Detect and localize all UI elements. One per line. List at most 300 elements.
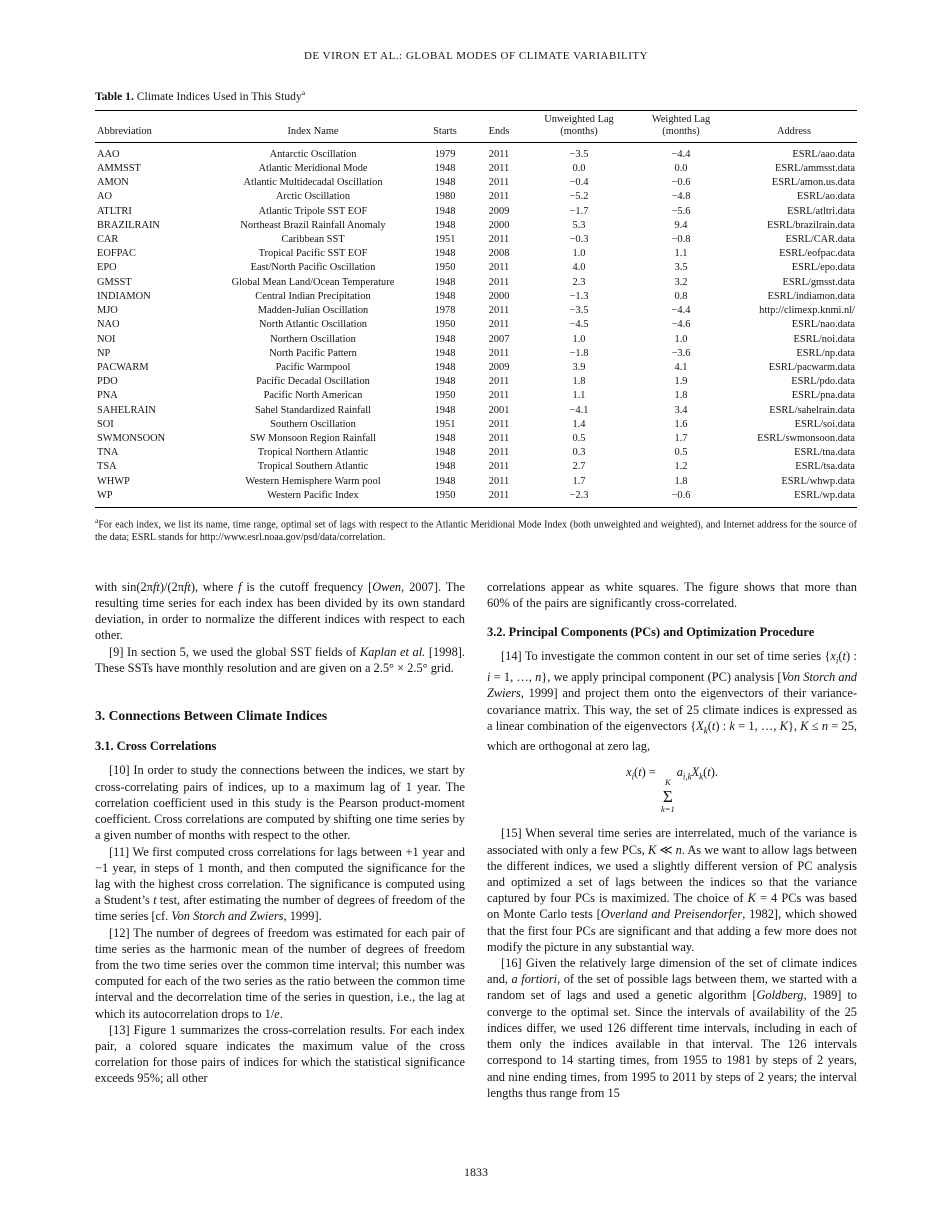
table-cell: 1950 (434, 489, 456, 501)
table-cell: 1980 (434, 191, 456, 203)
table-cell: −4.6 (671, 319, 691, 331)
text-run: [14] To investigate the common content in our set of time series { (501, 649, 831, 664)
table-cell: ESRL/sahelrain.data (769, 404, 855, 416)
table-footnote (95, 515, 857, 545)
text-run: ) = (641, 764, 659, 779)
text-run: ), where (190, 579, 239, 594)
table-cell: 5.3 (572, 219, 586, 231)
table-cell: 1948 (434, 447, 456, 459)
table-cell: 1979 (434, 148, 456, 160)
table-cell: 2.3 (572, 276, 586, 288)
text-run: Owen (372, 579, 402, 594)
table-cell: CAR (97, 234, 119, 246)
table-cell: 2011 (488, 305, 510, 317)
table-cell: ESRL/indiamon.data (767, 290, 855, 302)
table-cell: 1.8 (674, 390, 688, 402)
table-cell: −5.2 (569, 191, 589, 203)
table-row (95, 205, 857, 219)
table-cell: Tropical Northern Atlantic (257, 447, 369, 459)
text-run: e (274, 1006, 280, 1021)
text-run: , 1982], which showed that the first four PCs are significant and that adding a few more does not modify the picture in any substantial way. (487, 907, 857, 954)
table-cell: NOI (97, 333, 116, 345)
text-run: ft (152, 579, 160, 594)
table-header (95, 110, 857, 142)
table-cell: 1948 (434, 361, 456, 373)
text-run: t (711, 718, 716, 733)
table-cell: 2011 (488, 447, 510, 459)
table-cell: ESRL/atltri.data (787, 205, 855, 217)
table-cell: 1950 (434, 319, 456, 331)
text-run: [1998]. These SSTs have monthly resolution and are given on a 2.5° × 2.5° grid. (95, 644, 465, 675)
table-row (95, 304, 857, 318)
table-cell: 1.4 (572, 418, 586, 430)
table-cell: AAO (97, 148, 120, 160)
table-cell: PNA (97, 390, 118, 402)
table-cell: 1948 (434, 163, 456, 175)
column-header-label: Weighted Lag (651, 113, 711, 125)
text-run: [11] We first computed cross correlations for lags between +1 year and −1 year, in steps of 1 month, and then computed the significance for the lag with the highest cross correlation. The significance is computed using a Student’s (95, 844, 465, 908)
table-cell: Central Indian Precipitation (255, 290, 371, 302)
table-cell: 2011 (488, 489, 510, 501)
table-cell: ESRL/noi.data (793, 333, 855, 345)
table-cell: 2011 (488, 319, 510, 331)
table-cell: 2011 (488, 276, 510, 288)
column-header-index-name (207, 110, 419, 142)
table-cell: 2011 (488, 475, 510, 487)
paragraph (487, 825, 857, 955)
table-cell: Atlantic Tripole SST EOF (258, 205, 368, 217)
table-cell: 2011 (488, 191, 510, 203)
table-row (95, 318, 857, 332)
table-cell: −4.5 (569, 319, 589, 331)
text-run: }, (787, 718, 801, 733)
table-cell: −2.3 (569, 489, 589, 501)
text-run: t (153, 893, 157, 908)
table-cell: PDO (97, 376, 118, 388)
body-columns (95, 579, 857, 1101)
text-run: x (626, 764, 632, 779)
table-cell: Atlantic Multidecadal Oscillation (243, 177, 383, 189)
column-header-label: Index Name (287, 126, 339, 138)
table-cell: SOI (97, 418, 114, 430)
table-cell: 1950 (434, 390, 456, 402)
table-cell: Arctic Oscillation (275, 191, 351, 203)
table-cell: http://climexp.knmi.nl/ (759, 305, 855, 317)
table-row (95, 247, 857, 261)
text-run: = 1, …, (490, 670, 536, 685)
table-cell: ESRL/ao.data (796, 191, 855, 203)
table-cell: SWMONSOON (97, 432, 166, 444)
table-row (95, 162, 857, 176)
table-row (95, 261, 857, 275)
table-cell: 1948 (434, 432, 456, 444)
text-run: Von Storch and Zwiers (171, 909, 284, 924)
column-header-label: Unweighted Lag (544, 113, 614, 125)
table-cell: Pacific Warmpool (275, 361, 351, 373)
table-cell: SAHELRAIN (97, 404, 156, 416)
text-run: is the cutoff frequency [ (241, 579, 373, 594)
text-run: ( (634, 764, 639, 779)
table-cell: AMMSST (97, 163, 141, 175)
table-cell: Pacific North American (263, 390, 363, 402)
table-cell: 1.8 (674, 475, 688, 487)
text-run: Kaplan et al. (359, 644, 426, 659)
table-cell: 2.7 (572, 461, 586, 473)
paragraph (487, 648, 857, 754)
text-run: [10] In order to study the connections between the indices, we start by cross-correlating pairs of indices, up to a maximum lag of 1 year. The correlation coefficient used in this study is the Pearson product-moment coefficient. Cross correlations are computed by shifting one time series by a given number of months with respect to the other. (95, 763, 465, 843)
page-number: 1833 (464, 1165, 488, 1179)
table-cell: 2007 (488, 333, 510, 345)
table-row (95, 475, 857, 489)
table-cell: 1948 (434, 347, 456, 359)
column-header-address (731, 110, 857, 142)
text-run: ) : (715, 718, 730, 733)
table-cell: Northeast Brazil Rainfall Anomaly (240, 219, 386, 231)
table-cell: −0.6 (671, 489, 691, 501)
table-cell: TNA (97, 447, 119, 459)
text-run: ( (707, 718, 712, 733)
table-cell: 1.7 (674, 432, 688, 444)
table-row (95, 489, 857, 508)
paragraph (95, 579, 465, 644)
table-cell: ESRL/soi.data (794, 418, 855, 430)
table-row (95, 142, 857, 162)
text-run: [15] When several time series are interrelated, much of the variance is associated with only a few PCs, (487, 826, 857, 857)
table-row (95, 276, 857, 290)
table-cell: Western Pacific Index (267, 489, 359, 501)
table-cell: ESRL/gmsst.data (782, 276, 855, 288)
text-run: ≪ (656, 842, 676, 857)
table-cell: ESRL/brazilrain.data (766, 219, 855, 231)
section-heading: 3.1. Cross Correlations (95, 739, 217, 754)
table-cell: −3.6 (671, 347, 691, 359)
table-cell: NP (97, 347, 111, 359)
table-caption (95, 88, 857, 103)
text-run: i,k (682, 771, 692, 782)
text-run: i (631, 771, 635, 782)
text-run: n (535, 670, 542, 685)
table-cell: 1.7 (572, 475, 586, 487)
table-cell: EOFPAC (97, 248, 136, 260)
table-row (95, 219, 857, 233)
table-cell: 2008 (488, 248, 510, 260)
table-cell: NAO (97, 319, 120, 331)
table-row (95, 389, 857, 403)
text-run: = 25, which are orthogonal at zero lag, (487, 718, 857, 754)
table-cell: −5.6 (671, 205, 691, 217)
table-cell: 4.0 (572, 262, 586, 274)
table-row (95, 333, 857, 347)
table-cell: 1948 (434, 219, 456, 231)
text-run: X (696, 718, 704, 733)
table-cell: 1.1 (572, 390, 586, 402)
text-run: test, after estimating the number of degrees of freedom of the time series [cf. (95, 893, 465, 924)
text-run: X (691, 764, 700, 779)
table-cell: 9.4 (674, 219, 688, 231)
table-cell: GMSST (97, 276, 132, 288)
text-run: [9] In section 5, we used the global SST fields of (109, 644, 360, 659)
text-run: ( (703, 764, 708, 779)
table-cell: ESRL/tna.data (794, 447, 855, 459)
text-run: n (675, 842, 682, 857)
text-run: ( (838, 649, 843, 664)
table-cell: 1948 (434, 475, 456, 487)
table-cell: EPO (97, 262, 117, 274)
column-header-label: Ends (488, 126, 510, 138)
table-row (95, 347, 857, 361)
table-cell: 0.8 (674, 290, 688, 302)
table-cell: 1948 (434, 404, 456, 416)
table-cell: ESRL/whwp.data (781, 475, 855, 487)
column-header-label: Address (776, 126, 812, 138)
table-cell: East/North Pacific Oscillation (250, 262, 376, 274)
column-header-abbreviation (95, 110, 207, 142)
climate-indices-table (95, 110, 857, 508)
column-header-label: (months) (560, 126, 598, 138)
table-cell: Tropical Southern Atlantic (257, 461, 369, 473)
table-cell: BRAZILRAIN (97, 219, 160, 231)
text-run: t (707, 764, 711, 779)
table-cell: 2011 (488, 347, 510, 359)
text-run: K (779, 718, 788, 733)
table-footnote-mark: a (95, 515, 99, 525)
table-row (95, 190, 857, 204)
table-cell: 0.0 (572, 163, 586, 175)
text-run: t (638, 764, 642, 779)
column-header-ends (471, 110, 527, 142)
running-head: DE VIRON ET AL.: GLOBAL MODES OF CLIMATE VARIABILITY (303, 50, 649, 62)
text-run: a (676, 764, 683, 779)
table-cell: ESRL/swmonsoon.data (757, 432, 855, 444)
table-cell: Pacific Decadal Oscillation (256, 376, 370, 388)
table-cell: −4.4 (671, 305, 691, 317)
table-cell: ESRL/pdo.data (791, 376, 855, 388)
paragraph (487, 955, 857, 1101)
text-run: , 1989] to converge to the optimal set. Since the intervals of availability of the 25 indices differ, we used 126 different time intervals, including in each of them only the indices available in that interval. The 126 intervals correspond to 14 starting times, from 1955 to 1981 by steps of 2 years, and nine ending times, from 1995 to 2011 by steps of 2 years; the interval lengths thus range from 15 (487, 988, 858, 1100)
table-cell: 1948 (434, 461, 456, 473)
left-column (95, 579, 465, 1101)
table-cell: ESRL/nao.data (791, 319, 855, 331)
column-header-unweighted-lag (527, 110, 631, 142)
table-row (95, 233, 857, 247)
column-header-weighted-lag (631, 110, 731, 142)
table-cell: Global Mean Land/Ocean Temperature (231, 276, 395, 288)
table-cell: 3.9 (572, 361, 586, 373)
table-cell: ESRL/tsa.data (795, 461, 855, 473)
table-cell: 3.4 (674, 404, 688, 416)
table-cell: 2011 (488, 177, 510, 189)
table-cell: INDIAMON (97, 290, 151, 302)
table-cell: ESRL/epo.data (791, 262, 855, 274)
table-cell: 3.2 (674, 276, 688, 288)
table-cell: −0.6 (671, 177, 691, 189)
paragraph (95, 762, 465, 843)
table-cell: 2011 (488, 262, 510, 274)
table-cell: Antarctic Oscillation (269, 148, 357, 160)
text-run: }, we apply principal component (PC) analysis [ (541, 670, 782, 685)
table-cell: −3.5 (569, 148, 589, 160)
table-cell: ESRL/aao.data (792, 148, 855, 160)
table-cell: 2011 (488, 418, 510, 430)
paragraph (95, 844, 465, 925)
table-row (95, 446, 857, 460)
table-cell: Atlantic Meridional Mode (258, 163, 368, 175)
text-run: ) : (846, 649, 857, 664)
table-cell: 1.8 (572, 376, 586, 388)
table-cell: 1.1 (674, 248, 688, 260)
text-run: k (729, 718, 735, 733)
table-cell: 2011 (488, 390, 510, 402)
table-row (95, 460, 857, 474)
table-cell: 4.1 (674, 361, 688, 373)
table-cell: −1.3 (569, 290, 589, 302)
table-cell: 1950 (434, 262, 456, 274)
table-row (95, 290, 857, 304)
table-cell: ESRL/eofpac.data (779, 248, 855, 260)
table-cell: 1951 (434, 234, 456, 246)
table-cell: 0.0 (674, 163, 688, 175)
text-run: x (830, 649, 836, 664)
table-cell: Madden-Julian Oscillation (257, 305, 369, 317)
table-cell: 1948 (434, 177, 456, 189)
table-cell: 2011 (488, 432, 510, 444)
table-cell: Southern Oscillation (270, 418, 356, 430)
table-cell: 2011 (488, 163, 510, 175)
column-header-label: Starts (433, 126, 457, 138)
text-run: )/(2π (159, 579, 184, 594)
table-cell: 2001 (488, 404, 510, 416)
table-cell: Western Hemisphere Warm pool (245, 475, 381, 487)
table-cell: −3.5 (569, 305, 589, 317)
table-row (95, 176, 857, 190)
table-cell: −4.1 (569, 404, 589, 416)
text-run: ft (183, 579, 191, 594)
table-cell: Tropical Pacific SST EOF (258, 248, 368, 260)
text-run: with sin(2π (95, 579, 153, 594)
text-run: correlations appear as white squares. The figure shows that more than 60% of the pairs are significantly cross-correlated. (487, 579, 857, 611)
table-footnote-text: For each index, we list its name, time range, optimal set of lags with respect to the Atlantic Meridional Mode Index (both unweighted and weighted), and Internet address for the source of the data; ESRL stands for http://www.esrl.noaa.gov/psd/data/correlation. (95, 519, 857, 544)
table-cell: AMON (97, 177, 129, 189)
table-cell: 1948 (434, 290, 456, 302)
table-cell: 2011 (488, 148, 510, 160)
table-cell: ESRL/ammsst.data (775, 163, 855, 175)
table-cell: 2011 (488, 461, 510, 473)
table-caption-note-mark: a (301, 88, 306, 97)
table-cell: PACWARM (97, 361, 149, 373)
table-cell: −0.3 (569, 234, 589, 246)
table-caption-label: Table 1. (95, 89, 134, 103)
text-run: , of the set of possible lags between them, we started with a random set of lags and used a genetic algorithm [ (487, 972, 857, 1003)
table-cell: 1948 (434, 205, 456, 217)
text-run: K (800, 718, 809, 733)
table-cell: Sahel Standardized Rainfall (255, 404, 371, 416)
table-cell: 2000 (488, 290, 510, 302)
table-cell: 3.5 (674, 262, 688, 274)
table-cell: TSA (97, 461, 117, 473)
text-run: , 1999] and project them onto the eigenvectors of their variance-covariance matrix. This way, the set of 25 climate indices is expressed as a linear combination of the eigenvectors { (487, 686, 857, 733)
table-cell: WP (97, 489, 113, 501)
table-cell: MJO (97, 305, 118, 317)
text-run: a fortiori (511, 972, 558, 987)
table-cell: −1.7 (569, 205, 589, 217)
section-heading: 3.2. Principal Components (PCs) and Optimization Procedure (487, 625, 815, 640)
table-cell: 1.0 (572, 333, 586, 345)
table-row (95, 404, 857, 418)
text-run: K (747, 891, 756, 906)
table-cell: Northern Oscillation (270, 333, 356, 345)
text-run: ). (710, 764, 718, 779)
table-cell: −4.4 (671, 148, 691, 160)
table-cell: North Pacific Pattern (269, 347, 357, 359)
text-run: k (699, 771, 704, 782)
text-run: . As we want to allow lags between the different indices, we used a slightly different version of PC analysis and optimized a set of lags between the indices so that the variance captured by four PCs is maximized. The choice of (487, 842, 857, 906)
text-run: . (279, 1006, 283, 1021)
table-cell: 2011 (488, 234, 510, 246)
text-run: = 1, …, (734, 718, 780, 733)
table-cell: −4.8 (671, 191, 691, 203)
table-cell: WHWP (97, 475, 130, 487)
text-run: n (821, 718, 829, 733)
table-cell: ESRL/pacwarm.data (768, 361, 855, 373)
text-run: Goldberg (756, 988, 804, 1003)
table-cell: ESRL/amon.us.data (771, 177, 855, 189)
table-cell: ESRL/pna.data (791, 390, 855, 402)
table-cell: 1.6 (674, 418, 688, 430)
table-cell: 0.5 (674, 447, 688, 459)
table-cell: ESRL/CAR.data (785, 234, 855, 246)
table-cell: 1948 (434, 333, 456, 345)
text-run: Von Storch and Zwiers (487, 670, 857, 701)
table-row (95, 375, 857, 389)
table-body (95, 142, 857, 507)
table-row (95, 361, 857, 375)
text-run: Overland and Preisendorfer (600, 907, 743, 922)
text-run: ≤ (808, 718, 822, 733)
text-run: t (842, 649, 846, 664)
table-cell: North Atlantic Oscillation (259, 319, 367, 331)
table-cell: 1948 (434, 276, 456, 288)
table-cell: 0.3 (572, 447, 586, 459)
right-column (487, 579, 857, 1101)
column-header-starts (419, 110, 471, 142)
table-cell: 1948 (434, 376, 456, 388)
table-row (95, 418, 857, 432)
text-run: [13] Figure 1 summarizes the cross-correlation results. For each index pair, a colored square indicates the maximum value of the cross correlation for those pairs of indices for which the statistical significance exceeds 95%; all other (95, 1022, 465, 1086)
table-cell: 1948 (434, 248, 456, 260)
table-cell: 1.0 (674, 333, 688, 345)
table-cell: AO (97, 191, 113, 203)
text-run: i (835, 655, 839, 666)
table-cell: 0.5 (572, 432, 586, 444)
column-header-label: Abbreviation (97, 126, 152, 138)
table-cell: 2000 (488, 219, 510, 231)
table-1-block (95, 88, 857, 545)
text-run: f (238, 579, 242, 594)
table-caption-text: Climate Indices Used in This Study (133, 89, 302, 103)
table-cell: 1.0 (572, 248, 586, 260)
equation (487, 764, 857, 815)
table-cell: −0.8 (671, 234, 691, 246)
table-cell: ATLTRI (97, 205, 132, 217)
table-cell: SW Monsoon Region Rainfall (250, 432, 376, 444)
table-cell: 1978 (434, 305, 456, 317)
text-run: , 2007]. The resulting time series for each index has been divided by its own standard deviation, in order to normalize the different indices with respect to each other. (95, 579, 465, 643)
table-cell: −1.8 (569, 347, 589, 359)
text-run: , 1999]. (283, 909, 322, 924)
table-cell: ESRL/np.data (796, 347, 855, 359)
table-cell: 1951 (434, 418, 456, 430)
paragraph (95, 925, 465, 1022)
